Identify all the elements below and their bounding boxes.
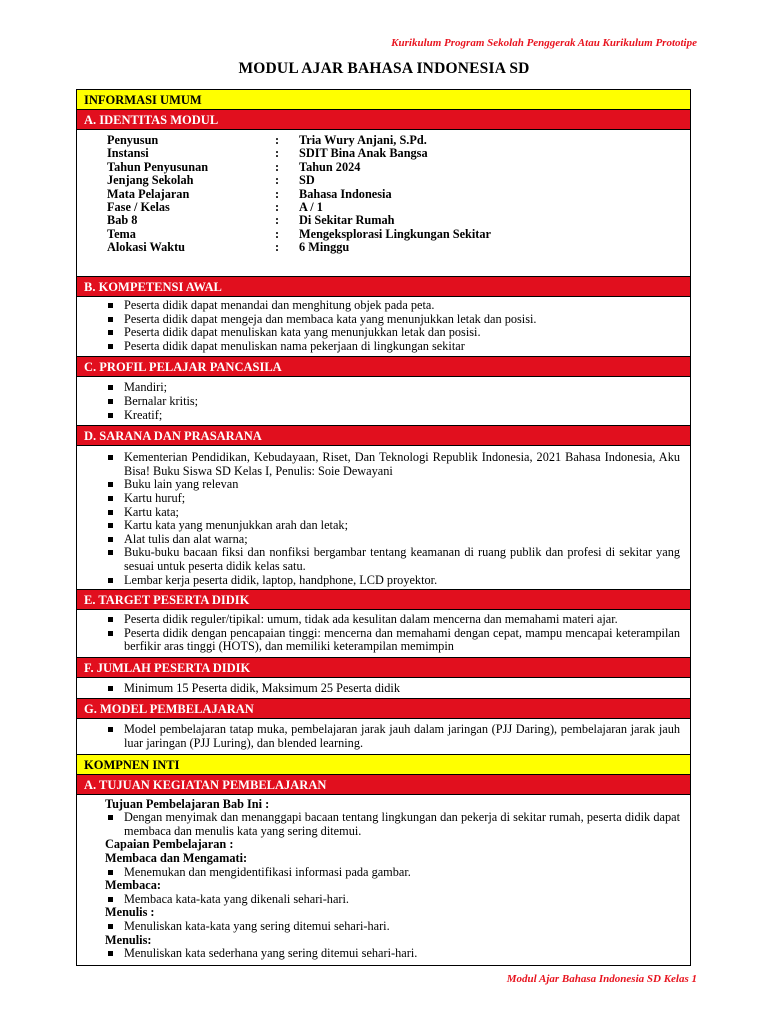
tujuan-bab-item: Dengan menyimak dan menanggapi bacaan tentang lingkungan dan pekerja di sekitar rumah, peserta didik dapat membaca dan menulis kata yang sering ditemui.	[105, 811, 680, 838]
tujuan-bab-heading: Tujuan Pembelajaran Bab Ini :	[105, 796, 270, 811]
sarana-prasarana-header: D. SARANA DAN PRASARANA	[77, 426, 690, 446]
identitas-row	[107, 214, 680, 227]
target-peserta-header: E. TARGET PESERTA DIDIK	[77, 590, 690, 610]
identitas-value: Di Sekitar Rumah	[299, 213, 395, 228]
profil-pelajar-header: C. PROFIL PELAJAR PANCASILA	[77, 357, 690, 377]
model-list	[105, 723, 680, 750]
identitas-row	[107, 134, 680, 147]
identitas-value: Mengeksplorasi Lingkungan Sekitar	[299, 226, 492, 241]
identitas-row	[107, 241, 680, 254]
target-peserta-section	[77, 610, 690, 658]
list-item: Bernalar kritis;	[105, 395, 680, 409]
list-item: Alat tulis dan alat warna;	[105, 533, 680, 547]
identitas-row	[107, 201, 680, 214]
profil-pelajar-section	[77, 377, 690, 426]
identitas-label: Alokasi Waktu	[107, 240, 186, 255]
identitas-modul-header: A. IDENTITAS MODUL	[77, 110, 690, 130]
sarana-prasarana-section	[77, 446, 690, 590]
identitas-label: Bab 8	[107, 213, 138, 228]
identitas-colon: :	[275, 159, 280, 174]
identitas-label: Penyusun	[107, 133, 159, 147]
identitas-colon: :	[275, 186, 280, 201]
list-item: Kartu huruf;	[105, 492, 680, 506]
identitas-value: A / 1	[299, 199, 323, 214]
identitas-colon: :	[275, 133, 280, 147]
identitas-value: Tria Wury Anjani, S.Pd.	[299, 133, 427, 147]
list-item: Peserta didik dengan pencapaian tinggi: mencerna dan memahami dengan cepat, mampu mencapai keterampilan berfikir aras tinggi (HOTS), dan memiliki keterampilan memimpin	[105, 627, 680, 654]
identitas-row	[107, 147, 680, 160]
module-table	[76, 89, 691, 966]
identitas-colon: :	[275, 173, 280, 188]
list-item: Buku lain yang relevan	[105, 478, 680, 492]
list-item: Peserta didik reguler/tipikal: umum, tidak ada kesulitan dalam mencerna dan memahami materi ajar.	[105, 613, 680, 627]
informasi-umum-header: INFORMASI UMUM	[77, 90, 690, 110]
membaca-item: Membaca kata-kata yang dikenali sehari-hari.	[105, 893, 680, 907]
komponen-inti-header: KOMPNEN INTI	[77, 755, 690, 775]
membaca-mengamati-heading: Membaca dan Mengamati:	[105, 851, 248, 866]
jumlah-peserta-section	[77, 678, 690, 700]
identitas-colon: :	[275, 240, 280, 255]
document-title: MODUL AJAR BAHASA INDONESIA SD	[238, 60, 530, 77]
list-item: Kartu kata yang menunjukkan arah dan letak;	[105, 519, 680, 533]
identitas-label: Mata Pelajaran	[107, 186, 190, 201]
identitas-colon: :	[275, 199, 280, 214]
tujuan-kegiatan-header: A. TUJUAN KEGIATAN PEMBELAJARAN	[77, 775, 690, 795]
model-pembelajaran-header: G. MODEL PEMBELAJARAN	[77, 699, 690, 719]
identitas-row	[107, 228, 680, 241]
menulis-heading: Menulis :	[105, 905, 155, 920]
list-item: Kreatif;	[105, 409, 680, 423]
jumlah-list	[105, 682, 680, 696]
list-item: Minimum 15 Peserta didik, Maksimum 25 Peserta didik	[105, 682, 680, 696]
menulis-2-heading: Menulis:	[105, 932, 152, 947]
identitas-label: Tahun Penyusunan	[107, 159, 209, 174]
jumlah-peserta-header: F. JUMLAH PESERTA DIDIK	[77, 658, 690, 678]
identitas-modul-section	[77, 130, 690, 277]
identitas-value: SD	[299, 173, 315, 188]
profil-list	[105, 381, 680, 422]
identitas-colon: :	[275, 226, 280, 241]
kompetensi-list	[105, 299, 680, 353]
identitas-value: 6 Minggu	[299, 240, 350, 255]
model-pembelajaran-section	[77, 719, 690, 754]
list-item: Peserta didik dapat mengeja dan membaca kata yang menunjukkan letak dan posisi.	[105, 313, 680, 327]
identitas-value: Bahasa Indonesia	[299, 186, 392, 201]
identitas-value: Tahun 2024	[299, 159, 361, 174]
tujuan-kegiatan-section	[77, 795, 690, 965]
menulis-item: Menuliskan kata-kata yang sering ditemui sehari-hari.	[105, 920, 680, 934]
list-item: Peserta didik dapat menuliskan nama pekerjaan di lingkungan sekitar	[105, 340, 680, 354]
footer-note: Modul Ajar Bahasa Indonesia SD Kelas 1	[506, 973, 697, 985]
list-item: Kartu kata;	[105, 506, 680, 520]
kompetensi-awal-section	[77, 297, 690, 357]
kompetensi-awal-header: B. KOMPETENSI AWAL	[77, 277, 690, 297]
list-item: Peserta didik dapat menandai dan menghitung objek pada peta.	[105, 299, 680, 313]
identitas-label: Tema	[107, 226, 136, 241]
identitas-value: SDIT Bina Anak Bangsa	[299, 146, 428, 161]
identitas-label: Jenjang Sekolah	[107, 173, 194, 188]
identitas-label: Instansi	[107, 146, 149, 161]
list-item: Lembar kerja peserta didik, laptop, handphone, LCD proyektor.	[105, 574, 680, 588]
membaca-heading: Membaca:	[105, 878, 161, 893]
menulis-2-item: Menuliskan kata sederhana yang sering ditemui sehari-hari.	[105, 947, 680, 961]
identitas-row	[107, 161, 680, 174]
identitas-colon: :	[275, 213, 280, 228]
target-list	[105, 613, 680, 654]
list-item: Buku-buku bacaan fiksi dan nonfiksi bergambar tentang keamanan di ruang publik dan profesi di sekitar yang sesuai untuk peserta didik kelas satu.	[105, 546, 680, 573]
membaca-mengamati-item: Menemukan dan mengidentifikasi informasi pada gambar.	[105, 866, 680, 880]
list-item: Peserta didik dapat menuliskan kata yang menunjukkan letak dan posisi.	[105, 326, 680, 340]
sarana-list	[105, 451, 680, 587]
identitas-row	[107, 174, 680, 187]
list-item: Kementerian Pendidikan, Kebudayaan, Riset, Dan Teknologi Republik Indonesia, 2021 Bahasa Indonesia, Aku Bisa! Buku Siswa SD Kelas I, Penulis: Soie Dewayani	[105, 451, 680, 478]
capaian-heading: Capaian Pembelajaran :	[105, 837, 234, 852]
list-item: Model pembelajaran tatap muka, pembelajaran jarak jauh dalam jaringan (PJJ Daring), pembelajaran jarak jauh luar jaringan (PJJ Luring), dan blended learning.	[105, 723, 680, 750]
identitas-colon: :	[275, 146, 280, 161]
list-item: Mandiri;	[105, 381, 680, 395]
identitas-row	[107, 188, 680, 201]
identitas-label: Fase / Kelas	[107, 199, 170, 214]
header-note: Kurikulum Program Sekolah Penggerak Atau Kurikulum Prototipe	[391, 37, 697, 49]
